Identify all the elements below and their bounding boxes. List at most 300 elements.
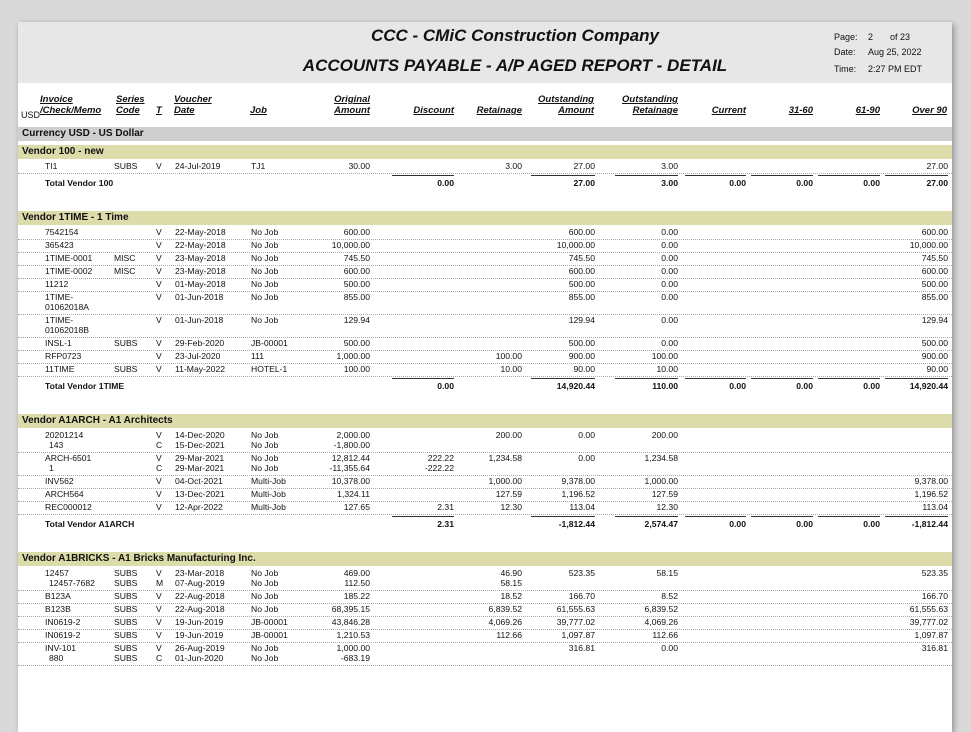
- cell-oret: 127.59: [651, 489, 678, 499]
- sub-cell-inv: 143: [49, 440, 64, 450]
- cell-out: 0.00: [578, 430, 595, 440]
- cell-date: 01-Jun-2018: [175, 315, 224, 325]
- cell-o90: 855.00: [921, 292, 948, 302]
- cell-out: 1,196.52: [561, 489, 595, 499]
- cell-orig: 600.00: [343, 227, 370, 237]
- cell-orig: 43,846.28: [331, 617, 370, 627]
- table-row: [18, 475, 952, 489]
- cell-t: V: [156, 351, 162, 361]
- cell-out: 500.00: [568, 279, 595, 289]
- col-outstanding-retainage: Outstanding Retainage: [622, 94, 678, 116]
- cell-orig: 10,378.00: [331, 476, 370, 486]
- table-row: [18, 291, 952, 315]
- cell-inv: IN0619-2: [45, 617, 81, 627]
- sub-cell-ser: SUBS: [114, 653, 138, 663]
- cell-out: 39,777.02: [556, 617, 595, 627]
- cell-o90: 600.00: [921, 227, 948, 237]
- cell-date: 22-Aug-2018: [175, 604, 225, 614]
- table-row: [18, 350, 952, 364]
- cell-ser: SUBS: [114, 630, 138, 640]
- cell-date: 22-May-2018: [175, 227, 226, 237]
- cell-job: JB-00001: [251, 630, 288, 640]
- sub-cell-orig: 112.50: [344, 578, 370, 588]
- cell-o90: 900.00: [921, 351, 948, 361]
- sub-cell-t: M: [156, 578, 164, 588]
- cell-orig: 12,812.44: [331, 453, 370, 463]
- cell-orig: 68,395.15: [331, 604, 370, 614]
- sub-cell-disc: -222.22: [424, 463, 454, 473]
- total-out: -1,812.44: [558, 519, 595, 529]
- table-row: [18, 501, 952, 515]
- cell-o90: 61,555.63: [909, 604, 948, 614]
- cell-t: V: [156, 240, 162, 250]
- table-row: [18, 226, 952, 240]
- total-rule: [531, 516, 595, 517]
- sub-cell-job: No Job: [251, 653, 279, 663]
- cell-job: Multi-Job: [251, 476, 286, 486]
- cell-o90: 9,378.00: [914, 476, 948, 486]
- cell-ret: 127.59: [495, 489, 522, 499]
- sub-cell-job: No Job: [251, 440, 279, 450]
- cell-oret: 200.00: [651, 430, 678, 440]
- cell-date: 01-May-2018: [175, 279, 226, 289]
- cell-orig: 127.65: [343, 502, 370, 512]
- cell-job: No Job: [251, 292, 279, 302]
- cell-oret: 1,234.58: [644, 453, 678, 463]
- cell-o90: 39,777.02: [909, 617, 948, 627]
- cell-oret: 0.00: [661, 315, 678, 325]
- col-job: Job: [250, 105, 267, 116]
- cell-ser: SUBS: [114, 617, 138, 627]
- cell-inv: 12457: [45, 568, 69, 578]
- total-disc: 0.00: [437, 178, 454, 188]
- cell-orig: 1,324.11: [337, 489, 370, 499]
- cell-out: 600.00: [568, 227, 595, 237]
- total-oret: 2,574.47: [644, 519, 678, 529]
- total-o90: 27.00: [926, 178, 948, 188]
- total-oret: 110.00: [652, 381, 678, 391]
- date-label: Date:: [834, 47, 856, 57]
- sub-cell-t: C: [156, 463, 163, 473]
- total-cur: 0.00: [729, 178, 746, 188]
- cell-out: 523.35: [568, 568, 595, 578]
- page-number: 2: [868, 32, 874, 42]
- col-retainage: Retainage: [476, 105, 522, 116]
- cell-o90: 166.70: [921, 591, 948, 601]
- total-rule: [751, 175, 813, 176]
- vendor-header: [18, 552, 952, 566]
- total-rule: [751, 378, 813, 379]
- cell-ser: MISC: [114, 253, 136, 263]
- cell-job: No Job: [251, 604, 279, 614]
- sub-cell-ser: SUBS: [114, 578, 138, 588]
- cell-orig: 745.50: [343, 253, 370, 263]
- cell-inv: 20201214: [45, 430, 84, 440]
- total-oret: 3.00: [661, 178, 678, 188]
- cell-date: 22-Aug-2018: [175, 591, 225, 601]
- cell-orig: 100.00: [343, 364, 370, 374]
- table-row: [18, 239, 952, 253]
- cell-job: No Job: [251, 253, 279, 263]
- sub-cell-t: C: [156, 653, 163, 663]
- time-label: Time:: [834, 64, 857, 74]
- vendor-total-row: [18, 175, 952, 189]
- cell-job: Multi-Job: [251, 502, 286, 512]
- cell-inv: 1TIME-0002: [45, 266, 93, 276]
- table-row: [18, 314, 952, 338]
- cell-out: 129.94: [568, 315, 595, 325]
- total-rule: [818, 175, 880, 176]
- cell-job: No Job: [251, 315, 279, 325]
- cell-inv: 1TIME-0001: [45, 253, 93, 263]
- cell-ser: SUBS: [114, 643, 138, 653]
- cell-o90: 129.94: [921, 315, 948, 325]
- sub-cell-orig: -11,355.64: [329, 463, 370, 473]
- cell-date: 19-Jun-2019: [175, 630, 224, 640]
- cell-ret: 100.00: [495, 351, 522, 361]
- cell-t: V: [156, 630, 162, 640]
- cell-inv: INSL-1: [45, 338, 72, 348]
- cell-date: 19-Jun-2019: [175, 617, 224, 627]
- table-row: [18, 429, 952, 453]
- cell-out: 61,555.63: [556, 604, 595, 614]
- column-headers: [18, 92, 952, 122]
- cell-job: No Job: [251, 568, 279, 578]
- total-d61: 0.00: [863, 519, 880, 529]
- date-value: Aug 25, 2022: [868, 47, 922, 57]
- cell-out: 113.04: [569, 502, 595, 512]
- cell-inv: B123A: [45, 591, 71, 601]
- total-rule: [685, 516, 746, 517]
- total-d31: 0.00: [796, 519, 813, 529]
- cell-out: 900.00: [568, 351, 595, 361]
- cell-date: 24-Jul-2019: [175, 161, 221, 171]
- cell-out: 316.81: [568, 643, 595, 653]
- total-o90: -1,812.44: [911, 519, 948, 529]
- table-row: [18, 616, 952, 630]
- report-header: [18, 22, 952, 83]
- cell-ser: SUBS: [114, 364, 138, 374]
- cell-inv: 11212: [45, 279, 69, 289]
- cell-oret: 58.15: [656, 568, 678, 578]
- cell-ser: SUBS: [114, 161, 138, 171]
- cell-ret: 4,069.26: [488, 617, 522, 627]
- cell-orig: 30.00: [348, 161, 370, 171]
- cell-t: V: [156, 315, 162, 325]
- table-row: [18, 278, 952, 292]
- col-voucher-date: Voucher Date: [174, 94, 212, 116]
- cell-out: 600.00: [568, 266, 595, 276]
- cell-orig: 1,000.00: [336, 351, 370, 361]
- total-rule: [685, 378, 746, 379]
- cell-oret: 0.00: [661, 227, 678, 237]
- table-row: [18, 488, 952, 502]
- cell-t: V: [156, 476, 162, 486]
- cell-out: 27.00: [573, 161, 595, 171]
- sub-cell-job: No Job: [251, 463, 279, 473]
- company-name: CCC - CMiC Construction Company: [370, 26, 660, 45]
- cell-job: No Job: [251, 453, 279, 463]
- cell-out: 855.00: [568, 292, 595, 302]
- cell-t: V: [156, 266, 162, 276]
- cell-job: No Job: [251, 227, 279, 237]
- cell-inv: ARCH564: [45, 489, 84, 499]
- cell-date: 23-Jul-2020: [175, 351, 221, 361]
- vendor-header: [18, 414, 952, 428]
- cell-inv: RFP0723: [45, 351, 82, 361]
- cell-o90: 600.00: [921, 266, 948, 276]
- total-rule: [392, 378, 454, 379]
- vendor-header: [18, 145, 952, 159]
- cell-ret: 10.00: [500, 364, 522, 374]
- cell-oret: 12.30: [656, 502, 678, 512]
- cell-t: V: [156, 617, 162, 627]
- cell-out: 10,000.00: [556, 240, 595, 250]
- sub-cell-job: No Job: [251, 578, 279, 588]
- vendor-title: Vendor 100 - new: [22, 146, 104, 157]
- col-invoice: Invoice /Check/Memo: [40, 94, 102, 116]
- cell-ret: 1,234.58: [488, 453, 522, 463]
- col-original-amount: Original Amount: [334, 94, 370, 116]
- total-disc: 0.00: [437, 381, 454, 391]
- cell-ret: 112.66: [496, 630, 522, 640]
- cell-ser: SUBS: [114, 338, 138, 348]
- cell-inv-cont: 01062018B: [45, 325, 89, 335]
- cell-o90: 90.00: [926, 364, 948, 374]
- cell-inv: TI1: [45, 161, 58, 171]
- cell-o90: 500.00: [921, 279, 948, 289]
- cell-oret: 1,000.00: [644, 476, 678, 486]
- report-title: ACCOUNTS PAYABLE - A/P AGED REPORT - DETAIL: [302, 56, 728, 75]
- cell-date: 13-Dec-2021: [175, 489, 225, 499]
- cell-oret: 8.52: [661, 591, 678, 601]
- vendor-total-row: [18, 378, 952, 392]
- total-rule: [885, 378, 948, 379]
- cell-ser: MISC: [114, 266, 136, 276]
- total-rule: [885, 175, 948, 176]
- cell-disc: 2.31: [437, 502, 454, 512]
- cell-inv: INV562: [45, 476, 74, 486]
- col-outstanding-amount: Outstanding Amount: [538, 94, 594, 116]
- total-label: Total Vendor A1ARCH: [45, 519, 135, 529]
- cell-ret: 18.52: [500, 591, 522, 601]
- cell-oret: 4,069.26: [644, 617, 678, 627]
- cell-o90: 113.04: [922, 502, 948, 512]
- cell-oret: 0.00: [661, 253, 678, 263]
- cell-job: No Job: [251, 240, 279, 250]
- col-type: T: [156, 105, 162, 116]
- cell-t: V: [156, 364, 162, 374]
- cell-t: V: [156, 591, 162, 601]
- table-row: [18, 337, 952, 351]
- cell-t: V: [156, 453, 162, 463]
- total-cur: 0.00: [729, 381, 746, 391]
- cell-job: No Job: [251, 266, 279, 276]
- cell-date: 11-May-2022: [175, 364, 225, 374]
- sub-cell-date: 07-Aug-2019: [175, 578, 225, 588]
- cell-o90: 1,196.52: [914, 489, 948, 499]
- currency-label: Currency USD - US Dollar: [22, 128, 144, 139]
- cell-inv: 7542154: [45, 227, 79, 237]
- table-row: [18, 629, 952, 643]
- cell-ret: 46.90: [500, 568, 522, 578]
- sub-cell-inv: 12457-7682: [49, 578, 95, 588]
- cell-date: 22-May-2018: [175, 240, 226, 250]
- cell-t: V: [156, 227, 162, 237]
- cell-oret: 0.00: [661, 292, 678, 302]
- sub-cell-date: 29-Mar-2021: [175, 463, 225, 473]
- table-row: [18, 603, 952, 617]
- sub-cell-inv: 1: [49, 463, 54, 473]
- cell-o90: 316.81: [921, 643, 948, 653]
- table-row: [18, 160, 952, 174]
- col-over-90: Over 90: [912, 105, 947, 116]
- cell-t: V: [156, 161, 162, 171]
- cell-t: V: [156, 643, 162, 653]
- total-rule: [885, 516, 948, 517]
- cell-t: V: [156, 279, 162, 289]
- report-page: [18, 22, 952, 732]
- page-label: Page:: [834, 32, 858, 42]
- total-rule: [818, 378, 880, 379]
- cell-job: TJ1: [251, 161, 266, 171]
- cell-date: 23-May-2018: [175, 253, 226, 263]
- cell-orig: 1,210.53: [336, 630, 370, 640]
- cell-inv: 1TIME-: [45, 315, 74, 325]
- total-rule: [818, 516, 880, 517]
- cell-inv: INV-101: [45, 643, 77, 653]
- cell-ser: SUBS: [114, 568, 138, 578]
- sub-cell-orig: -683.19: [340, 653, 370, 663]
- cell-orig: 469.00: [343, 568, 370, 578]
- cell-orig: 600.00: [343, 266, 370, 276]
- cell-o90: 10,000.00: [909, 240, 948, 250]
- cell-t: V: [156, 430, 162, 440]
- total-disc: 2.31: [437, 519, 454, 529]
- currency-prefix: USD: [21, 110, 41, 120]
- total-o90: 14,920.44: [909, 381, 948, 391]
- vendor-total-row: [18, 516, 952, 530]
- cell-out: 90.00: [573, 364, 595, 374]
- vendor-title: Vendor 1TIME - 1 Time: [22, 212, 129, 223]
- col-current: Current: [711, 105, 746, 116]
- cell-o90: 523.35: [921, 568, 948, 578]
- total-out: 14,920.44: [556, 381, 595, 391]
- cell-out: 745.50: [568, 253, 595, 263]
- table-row: [18, 363, 952, 377]
- cell-t: V: [156, 568, 162, 578]
- col-61-90: 61-90: [855, 105, 880, 116]
- cell-inv: ARCH-6501: [45, 453, 92, 463]
- cell-oret: 112.66: [652, 630, 678, 640]
- cell-out: 500.00: [568, 338, 595, 348]
- cell-orig: 855.00: [343, 292, 370, 302]
- total-rule: [392, 516, 454, 517]
- cell-job: 111: [251, 351, 265, 361]
- cell-date: 23-Mar-2018: [175, 568, 225, 578]
- cell-date: 26-Aug-2019: [175, 643, 225, 653]
- total-rule: [751, 516, 813, 517]
- cell-o90: 1,097.87: [914, 630, 948, 640]
- total-rule: [685, 175, 746, 176]
- col-31-60: 31-60: [788, 105, 813, 116]
- cell-t: V: [156, 292, 162, 302]
- cell-job: No Job: [251, 430, 279, 440]
- cell-out: 0.00: [578, 453, 595, 463]
- cell-t: V: [156, 253, 162, 263]
- cell-oret: 6,839.52: [644, 604, 678, 614]
- cell-o90: 27.00: [926, 161, 948, 171]
- cell-date: 29-Mar-2021: [175, 453, 225, 463]
- cell-date: 29-Feb-2020: [175, 338, 225, 348]
- cell-orig: 10,000.00: [331, 240, 370, 250]
- cell-t: V: [156, 338, 162, 348]
- cell-ret: 6,839.52: [488, 604, 522, 614]
- cell-inv: REC000012: [45, 502, 92, 512]
- cell-inv: 365423: [45, 240, 74, 250]
- table-row: [18, 265, 952, 279]
- sub-cell-t: C: [156, 440, 163, 450]
- sub-cell-inv: 880: [49, 653, 64, 663]
- cell-ret: 1,000.00: [488, 476, 522, 486]
- cell-ret: 3.00: [505, 161, 522, 171]
- cell-ser: SUBS: [114, 591, 138, 601]
- cell-inv: IN0619-2: [45, 630, 81, 640]
- table-row: [18, 252, 952, 266]
- cell-oret: 0.00: [661, 266, 678, 276]
- cell-t: V: [156, 489, 162, 499]
- page-of: of 23: [890, 32, 911, 42]
- cell-job: JB-00001: [251, 338, 288, 348]
- cell-oret: 0.00: [661, 240, 678, 250]
- cell-inv: 1TIME-: [45, 292, 74, 302]
- vendor-header: [18, 211, 952, 225]
- cell-inv: B123B: [45, 604, 71, 614]
- table-row: [18, 567, 952, 591]
- cell-date: 14-Dec-2020: [175, 430, 225, 440]
- total-rule: [615, 516, 678, 517]
- currency-header: [18, 127, 952, 141]
- cell-oret: 3.00: [661, 161, 678, 171]
- cell-date: 23-May-2018: [175, 266, 226, 276]
- total-rule: [615, 378, 678, 379]
- cell-job: Multi-Job: [251, 489, 286, 499]
- col-discount: Discount: [413, 105, 454, 116]
- cell-oret: 0.00: [661, 643, 678, 653]
- cell-orig: 185.22: [343, 591, 370, 601]
- cell-orig: 1,000.00: [336, 643, 370, 653]
- total-d31: 0.00: [796, 178, 813, 188]
- cell-orig: 500.00: [343, 338, 370, 348]
- table-row: [18, 452, 952, 476]
- total-label: Total Vendor 100: [45, 178, 114, 188]
- vendor-title: Vendor A1ARCH - A1 Architects: [22, 415, 173, 426]
- total-d61: 0.00: [863, 178, 880, 188]
- time-value: 2:27 PM EDT: [868, 64, 923, 74]
- total-rule: [392, 175, 454, 176]
- cell-date: 04-Oct-2021: [175, 476, 223, 486]
- total-out: 27.00: [573, 178, 595, 188]
- cell-out: 9,378.00: [561, 476, 595, 486]
- cell-ret: 200.00: [495, 430, 522, 440]
- cell-inv: 11TIME: [45, 364, 75, 374]
- cell-date: 01-Jun-2018: [175, 292, 224, 302]
- total-d61: 0.00: [863, 381, 880, 391]
- cell-o90: 500.00: [921, 338, 948, 348]
- cell-job: JB-00001: [251, 617, 288, 627]
- cell-orig: 500.00: [343, 279, 370, 289]
- cell-orig: 129.94: [343, 315, 370, 325]
